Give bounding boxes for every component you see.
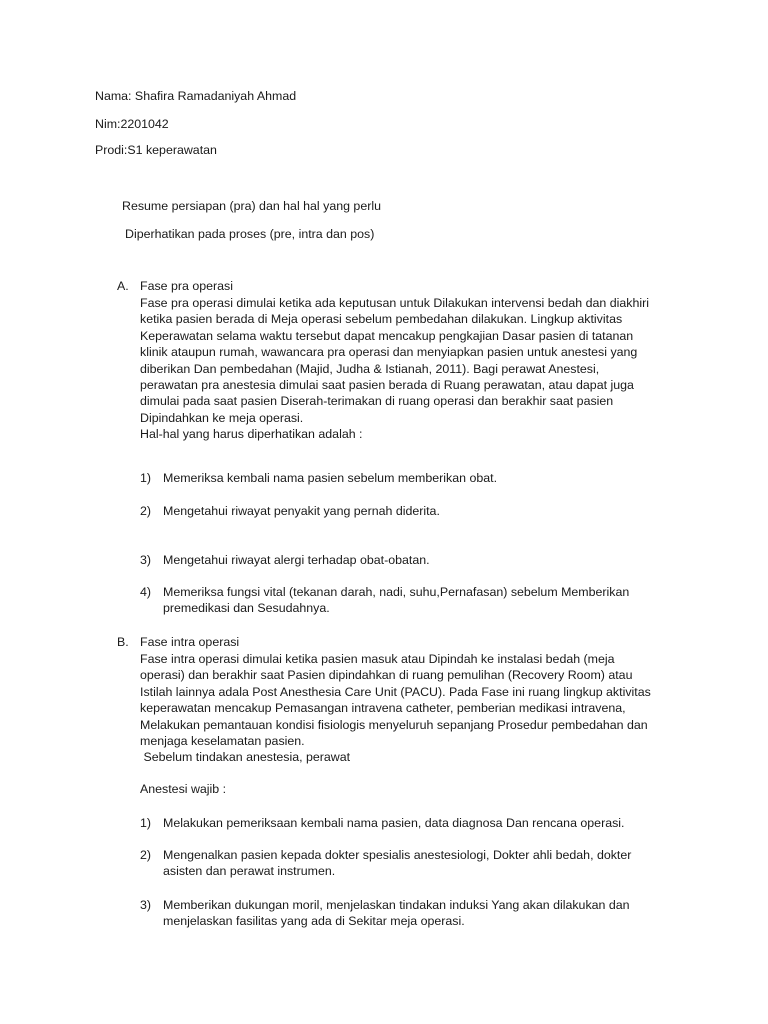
list-number: 2) [140, 504, 152, 518]
list-number: 4) [140, 585, 152, 599]
section-b-body-line: Fase intra operasi dimulai ketika pasien masuk atau Dipindah ke instalasi bedah (meja [140, 652, 615, 666]
list-item-text: asisten dan perawat instrumen. [163, 864, 336, 879]
document-title-line-2: Diperhatikan pada proses (pre, intra dan pos) [125, 227, 375, 241]
document-title-line-1: Resume persiapan (pra) dan hal hal yang perlu [122, 199, 381, 213]
section-a-body [140, 295, 700, 443]
list-item [163, 897, 723, 930]
section-a-body-line: diberikan Dan pembedahan (Majid, Judha & Istianah, 2011). Bagi perawat Anestesi, [140, 361, 600, 376]
list-item [163, 584, 723, 617]
list-item-text: Mengenalkan pasien kepada dokter spesialis anestesiologi, Dokter ahli bedah, dokter [163, 848, 632, 862]
section-b-body-line: menjaga keselamatan pasien. [140, 734, 305, 749]
list-item [163, 470, 723, 486]
list-item [163, 552, 723, 568]
section-b-body-line: operasi) dan berakhir saat Pasien dipindahkan di ruang pemulihan (Recovery Room) atau [140, 668, 633, 683]
list-number: 3) [140, 553, 152, 567]
student-id: Nim:2201042 [95, 117, 169, 131]
section-a-marker: A. [117, 279, 129, 293]
section-b-lead: Anestesi wajib : [140, 782, 227, 796]
student-name: Nama: Shafira Ramadaniyah Ahmad [95, 89, 297, 103]
section-a-body-line: perawatan pra anestesia dimulai saat pasien berada di Ruang perawatan, atau dapat juga [140, 378, 634, 393]
list-item-text: Memberikan dukungan moril, menjelaskan tindakan induksi Yang akan dilakukan dan [163, 898, 630, 912]
section-a-body-line: ketika pasien berada di Meja operasi sebelum pembedahan dilakukan. Lingkup aktivitas [140, 312, 623, 327]
list-item-text: Memeriksa kembali nama pasien sebelum memberikan obat. [163, 471, 498, 485]
list-item [163, 847, 723, 880]
list-item-text: menjelaskan fasilitas yang ada di Sekitar meja operasi. [163, 914, 465, 929]
section-a-body-line: Fase pra operasi dimulai ketika ada keputusan untuk Dilakukan intervensi bedah dan diakhiri [140, 296, 650, 310]
section-b-body-line: keperawatan mencakup Pemasangan intravena catheter, pemberian medikasi intravena, [140, 701, 626, 716]
list-number: 1) [140, 471, 152, 485]
list-number: 1) [140, 816, 152, 830]
section-a-lead: Hal-hal yang harus diperhatikan adalah : [140, 427, 363, 442]
list-item-text: Memeriksa fungsi vital (tekanan darah, nadi, suhu,Pernafasan) sebelum Memberikan [163, 585, 630, 599]
list-item-text: Melakukan pemeriksaan kembali nama pasien, data diagnosa Dan rencana operasi. [163, 816, 625, 830]
section-b-marker: B. [117, 635, 129, 649]
section-b-body-line: Melakukan pemantauan kondisi fisiologis menyeluruh sepanjang Prosedur pembedahan dan [140, 717, 648, 732]
section-a-body-line: Dipindahkan ke meja operasi. [140, 410, 304, 425]
section-a-title: Fase pra operasi [140, 279, 233, 293]
section-a-body-line: klinik ataupun rumah, wawancara pra operasi dan menyiapkan pasien untuk anestesi yang [140, 345, 638, 360]
list-item-text: Mengetahui riwayat alergi terhadap obat-obatan. [163, 553, 430, 567]
list-number: 3) [140, 898, 152, 912]
section-b-body [140, 651, 700, 766]
section-b-body-line: Istilah lainnya adala Post Anesthesia Care Unit (PACU). Pada Fase ini ruang lingkup aktivitas [140, 684, 651, 699]
section-b-extra-line: Sebelum tindakan anestesia, perawat [140, 750, 351, 765]
section-a-body-line: dimulai pada saat pasien Diserah-terimakan di ruang operasi dan berakhir saat pasien [140, 394, 614, 409]
section-b-title: Fase intra operasi [140, 635, 240, 649]
section-a-body-line: Keperawatan selama waktu tersebut dapat mencakup pengkajian Dasar pasien di tatanan [140, 328, 634, 343]
study-program: Prodi:S1 keperawatan [95, 143, 217, 157]
list-number: 2) [140, 848, 152, 862]
list-item [163, 815, 723, 831]
list-item-text: Mengetahui riwayat penyakit yang pernah diderita. [163, 504, 440, 518]
list-item-text: premedikasi dan Sesudahnya. [163, 601, 330, 616]
list-item [163, 503, 723, 519]
